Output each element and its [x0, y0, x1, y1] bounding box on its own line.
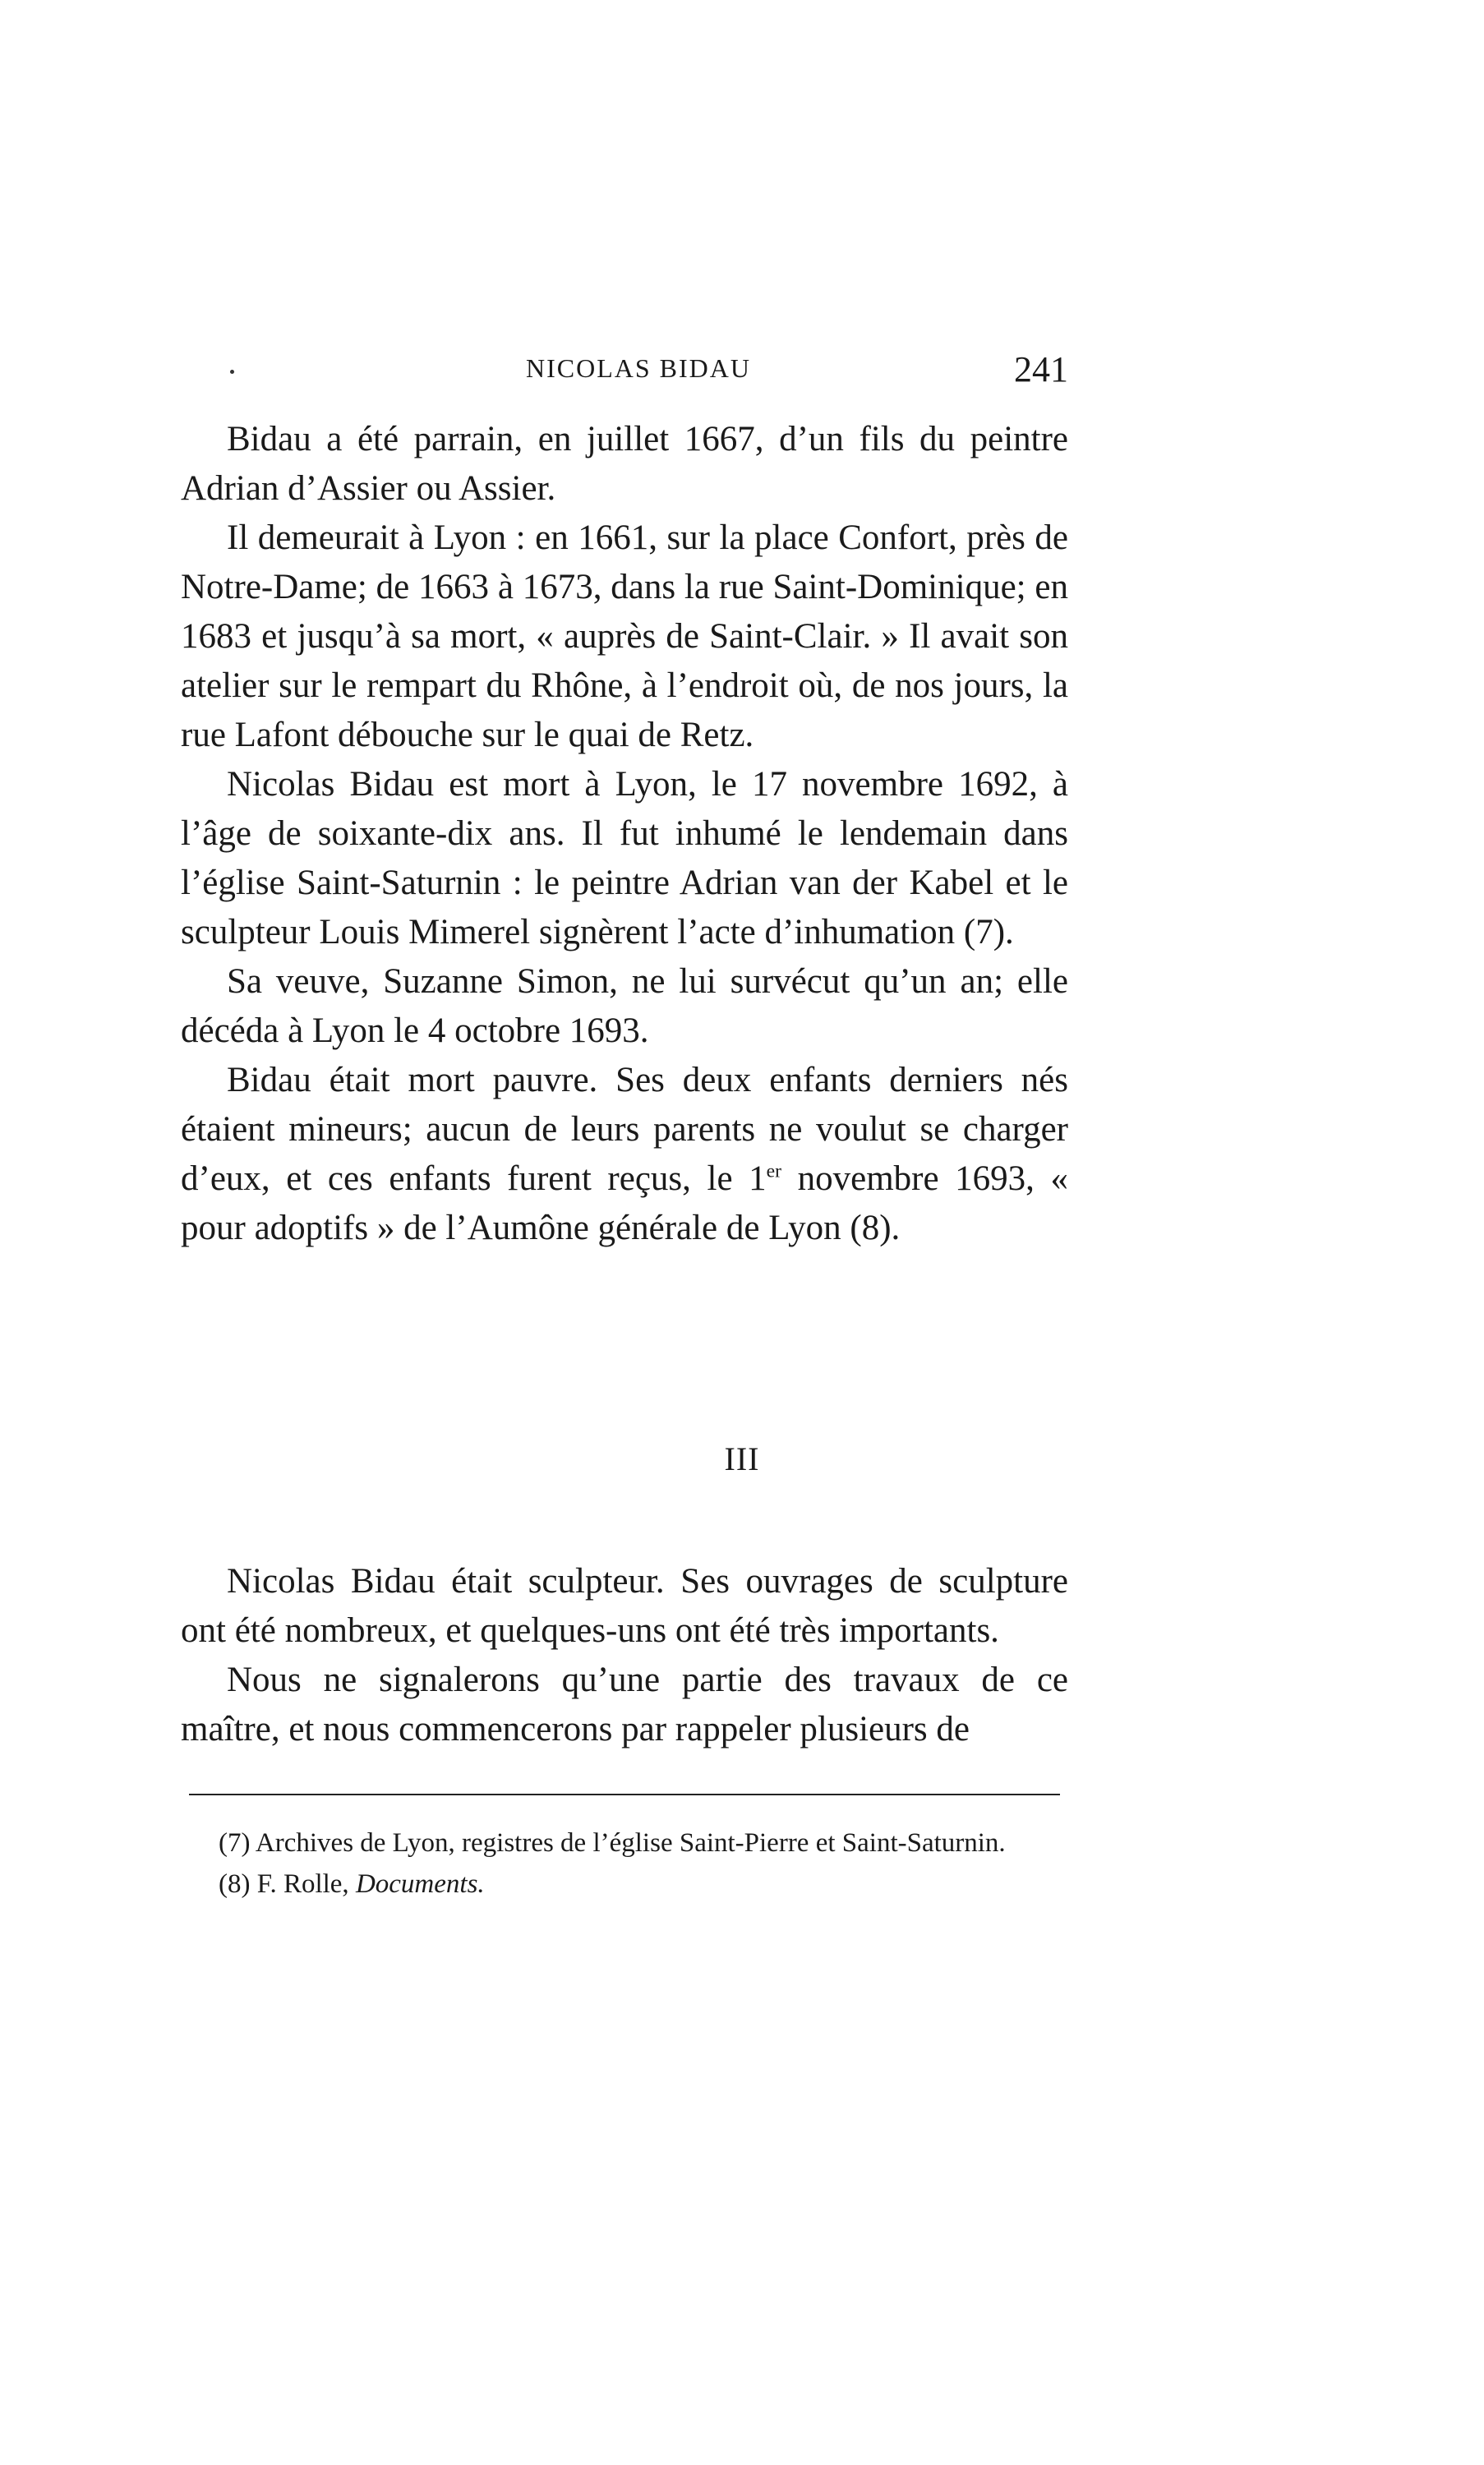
- footnote-8-title: Documents.: [355, 1869, 485, 1899]
- page-number: 241: [1014, 349, 1068, 389]
- paragraph: Bidau a été parrain, en juillet 1667, d’un fils du peintre Adrian d’Assier ou Assier.: [181, 420, 1068, 508]
- section-heading: III: [724, 1440, 760, 1477]
- footnote-divider: [189, 1794, 1060, 1795]
- paragraph: [181, 1056, 1068, 1253]
- ink-speck: [230, 370, 234, 374]
- ordinal-superscript: er: [766, 1160, 782, 1182]
- footnote-8-text: (8) F. Rolle,: [219, 1869, 356, 1899]
- paragraph: Nicolas Bidau était sculpteur. Ses ouvrages de sculpture ont été nombreux, et quelques-uns ont été très importants.: [181, 1562, 1068, 1650]
- paragraph-text: novembre 1693, « pour adoptifs » de l’Aumône générale de Lyon (8).: [181, 1159, 1068, 1247]
- running-title: NICOLAS BIDAU: [526, 353, 751, 383]
- footnotes: [181, 1822, 1068, 1905]
- section-body-text: [181, 1557, 1068, 1754]
- running-head: [181, 345, 1068, 394]
- paragraph: Nous ne signalerons qu’une partie des travaux de ce maître, et nous commencerons par rappeler plusieurs de: [181, 1661, 1068, 1749]
- footnote-7: (7) Archives de Lyon, registres de l’église Saint-Pierre et Saint-Saturnin.: [219, 1828, 1006, 1858]
- paragraph: Il demeurait à Lyon : en 1661, sur la place Confort, près de Notre-Dame; de 1663 à 1673, dans la rue Saint-Dominique; en 1683 et jusqu’à sa mort, « auprès de Saint-Clair. » Il avait son atelier sur le rempart du Rhône, à l’endroit où, de nos jours, la rue Lafont débouche sur le quai de Retz.: [181, 518, 1068, 754]
- paragraph-text: Bidau était mort pauvre. Ses deux enfants derniers nés étaient mineurs; aucun de leurs parents ne voulut se charger d’eux, et ces enfants furent reçus, le 1: [181, 1061, 1068, 1198]
- body-text: [181, 415, 1068, 1253]
- footnote-8: [181, 1864, 1068, 1905]
- paragraph: Sa veuve, Suzanne Simon, ne lui survécut qu’un an; elle décéda à Lyon le 4 octobre 1693.: [181, 962, 1068, 1050]
- paragraph: Nicolas Bidau est mort à Lyon, le 17 novembre 1692, à l’âge de soixante-dix ans. Il fut inhumé le lendemain dans l’église Saint-Saturnin : le peintre Adrian van der Kabel et le sculpteur Louis Mimerel signèrent l’acte d’inhumation (7).: [181, 765, 1068, 951]
